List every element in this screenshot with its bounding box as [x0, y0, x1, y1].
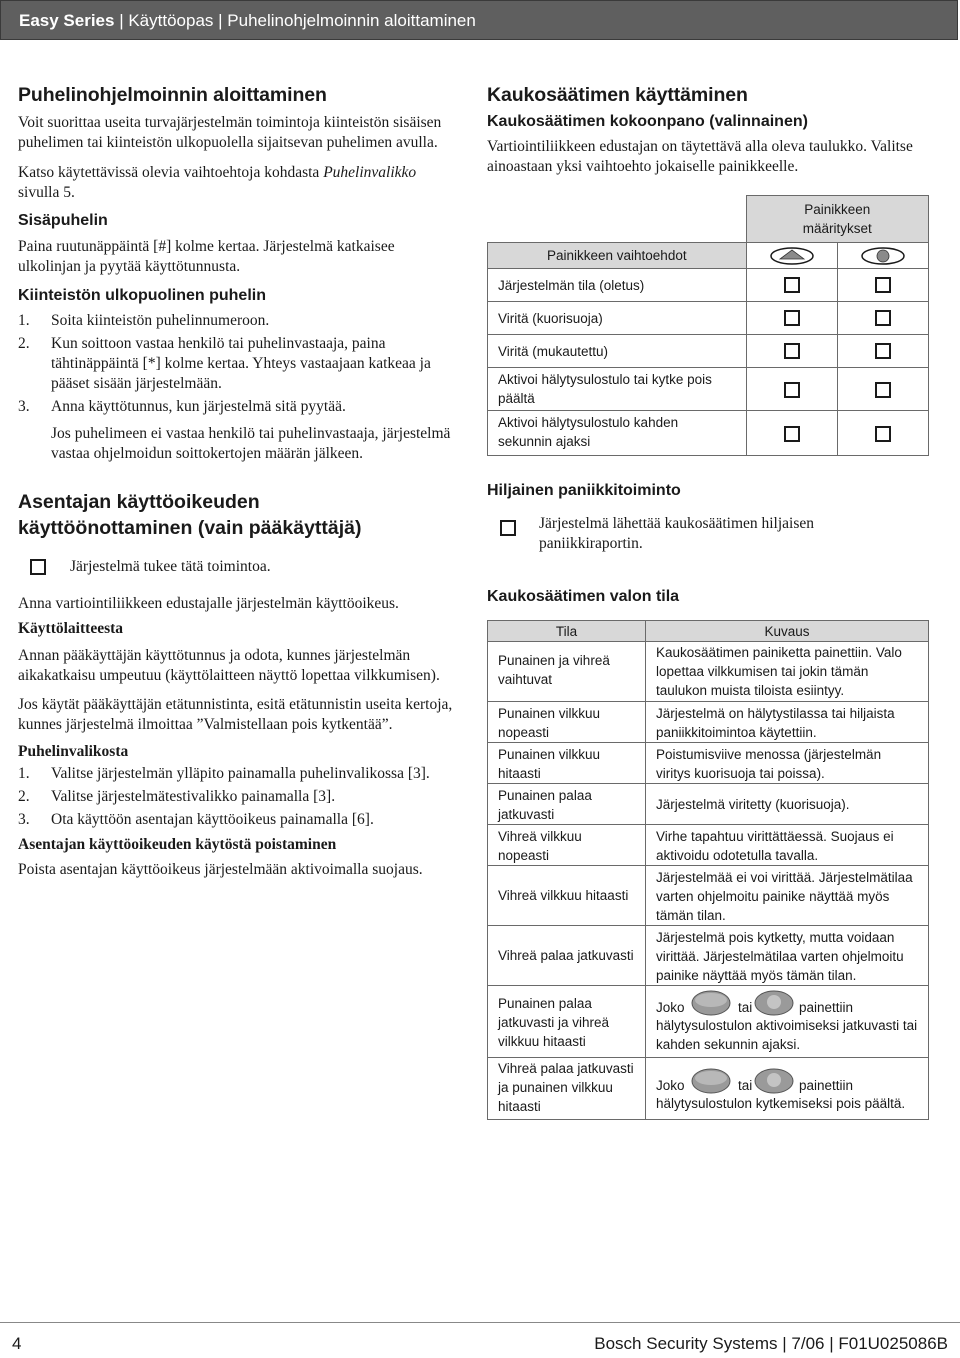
panic-row: [487, 514, 932, 558]
option-checkbox[interactable]: [875, 382, 891, 398]
state-cell: Punainen palaa jatkuvasti: [488, 784, 646, 825]
state-cell: Punainen palaa jatkuvasti ja vihreä vilkkuu hitaasti: [488, 986, 646, 1058]
step-number: 1.: [18, 765, 30, 782]
state-cell: Vihreä palaa jatkuvasti: [488, 926, 646, 986]
step-text: Anna käyttötunnus, kun järjestelmä sitä pyytää.: [51, 398, 346, 415]
option-checkbox[interactable]: [784, 277, 800, 293]
description-cell: Järjestelmä pois kytketty, mutta voidaan virittää. Järjestelmätilaa varten ohjelmoitu painike näyttää myös tämän tilan.: [646, 926, 929, 986]
outside-note: Jos puhelimeen ei vastaa henkilö tai puhelinvastaaja, järjestelmä vastaa ohjelmoidun soittokertojen määrän jälkeen.: [51, 425, 451, 462]
option-checkbox[interactable]: [784, 426, 800, 442]
step-number: 3.: [18, 811, 30, 828]
header-title: [19, 11, 476, 31]
option-cell: [746, 269, 837, 302]
option-label: Järjestelmän tila (oletus): [488, 269, 747, 302]
description-cell: [646, 1058, 929, 1120]
footer-divider: [0, 1322, 960, 1323]
supports-row: [18, 557, 458, 579]
outside-steps: [18, 311, 458, 417]
option-cell: [837, 302, 928, 335]
see-post: sivulla 5.: [18, 184, 75, 201]
see-link-phone-menu: Puhelinvalikko: [323, 164, 417, 181]
step-text: Soita kiinteistön puhelinnumeroon.: [51, 312, 270, 329]
state-cell: Punainen vilkkuu hitaasti: [488, 743, 646, 784]
state-cell: Vihreä palaa jatkuvasti ja punainen vilkkuu hitaasti: [488, 1058, 646, 1120]
heading-outside-phone: Kiinteistön ulkopuolinen puhelin: [18, 287, 266, 304]
supported-checkbox[interactable]: [30, 559, 46, 575]
option-label: Viritä (kuorisuoja): [488, 302, 747, 335]
option-cell: [746, 302, 837, 335]
light-status-table: [487, 620, 929, 1120]
header-section: Puhelinohjelmoinnin aloittaminen: [227, 11, 476, 30]
heading-silent-panic: Hiljainen paniikkitoiminto: [487, 482, 681, 500]
table-row: [488, 196, 929, 243]
header-bar: [0, 0, 958, 40]
header-button-options: Painikkeen vaihtoehdot: [488, 243, 747, 269]
table-row: [488, 784, 929, 825]
give-access-text: Anna vartiointiliikkeen edustajalle järjestelmän käyttöoikeus.: [18, 595, 399, 612]
description-cell: Poistumisviive menossa (järjestelmän viritys kuorisuoja tai poissa).: [646, 743, 929, 784]
heading-remote-config: Kaukosäätimen kokoonpano (valinnainen): [487, 113, 808, 130]
option-cell: [746, 411, 837, 456]
see-reference: [18, 163, 458, 203]
table-row: [488, 335, 929, 368]
heading-from-phone-menu: Puhelinvalikosta: [18, 743, 129, 760]
table-row: [488, 702, 929, 743]
header-button-assignments: Painikkeen määritykset: [746, 196, 928, 243]
arm-button-icon: [691, 990, 731, 1016]
arm-button-icon: [691, 1068, 731, 1094]
table-row: [488, 986, 929, 1058]
header-separator: |: [213, 11, 228, 30]
step-text: Ota käyttöön asentajan käyttöoikeus painamalla [6].: [51, 811, 374, 828]
header-state: Tila: [488, 621, 646, 642]
supports-text: Järjestelmä tukee tätä toimintoa.: [70, 558, 271, 575]
table-row: [488, 368, 929, 411]
table-row: [488, 825, 929, 866]
table-row: [488, 411, 929, 456]
option-cell: [837, 269, 928, 302]
description-cell: Virhe tapahtuu virittättäessä. Suojaus ei aktivoidu odotetulla tavalla.: [646, 825, 929, 866]
step-text: Kun soittoon vastaa henkilö tai puhelinvastaaja, paina tähtinäppäintä [*] kolme kertaa. Yhteys vastaajaan katkeaa ja pääset sisään järjestelmään.: [51, 335, 431, 392]
see-pre: Katso käytettävissä olevia vaihtoehtoja kohdasta: [18, 164, 324, 181]
option-label: Viritä (mukautettu): [488, 335, 747, 368]
table-row: [488, 269, 929, 302]
desc-or: tai: [738, 1078, 753, 1094]
description-cell: Järjestelmää ei voi virittää. Järjestelmätilaa varten ohjelmoitu painike näyttää myös tämän tilan.: [646, 866, 929, 926]
option-checkbox[interactable]: [784, 310, 800, 326]
page-number: 4: [12, 1334, 22, 1353]
header-button-2: [837, 243, 928, 269]
desc-pressed: painettiin: [799, 1000, 854, 1016]
option-label: Aktivoi hälytysulostulo tai kytke pois päältä: [488, 368, 747, 411]
disarm-button-icon: [861, 247, 905, 265]
option-cell: [837, 411, 928, 456]
state-cell: Vihreä vilkkuu nopeasti: [488, 825, 646, 866]
from-keypad-text: Annan pääkäyttäjän käyttötunnus ja odota, kunnes järjestelmän aikakatkaisu umpeutuu (käyttölaitteen näyttö lopettaa vilkkumisen).: [18, 647, 440, 684]
config-text: Vartiointiliikkeen edustajan on täytettävä alla oleva taulukko. Valitse ainoastaan yksi vaihtoehto jokaiselle painikkeelle.: [487, 138, 913, 175]
option-checkbox[interactable]: [875, 310, 891, 326]
description-text: hälytysulostulon aktivoimiseksi jatkuvasti tai kahden sekunnin ajaksi.: [656, 1018, 918, 1053]
desc-prefix: Joko: [656, 1078, 685, 1094]
list-item: [18, 397, 458, 417]
config-table: [487, 195, 929, 456]
desc-pressed: painettiin: [799, 1078, 854, 1094]
list-item: [18, 810, 458, 830]
option-cell: [837, 368, 928, 411]
step-text: Valitse järjestelmätestivalikko painamalla [3].: [51, 788, 336, 805]
disarm-button-icon: [754, 1068, 794, 1094]
section-title-remote: Kaukosäätimen käyttäminen: [487, 84, 748, 106]
state-cell: Punainen ja vihreä vaihtuvat: [488, 642, 646, 702]
phone-menu-steps: [18, 764, 458, 830]
heading-remove-installer: Asentajan käyttöoikeuden käytöstä poistaminen: [18, 836, 337, 853]
header-separator: |: [114, 11, 129, 30]
list-item: [18, 764, 458, 784]
section-title-phone-programming: Puhelinohjelmoinnin aloittaminen: [18, 84, 327, 106]
option-cell: [837, 335, 928, 368]
table-row: [488, 926, 929, 986]
panic-text: Järjestelmä lähettää kaukosäätimen hiljaisen paniikkiraportin.: [539, 515, 815, 553]
desc-prefix: Joko: [656, 1000, 685, 1016]
description-cell: Kaukosäätimen painiketta painettiin. Valo lopettaa vilkkumisen tai jokin tämän taulukon muista tiloista esiintyy.: [646, 642, 929, 702]
panic-checkbox[interactable]: [500, 520, 516, 536]
option-checkbox[interactable]: [875, 343, 891, 359]
footer-company: Bosch Security Systems | 7/06 | F01U025086B: [594, 1334, 948, 1353]
remove-installer-text: Poista asentajan käyttöoikeus järjestelmään aktivoimalla suojaus.: [18, 861, 423, 878]
description-text: hälytysulostulon kytkemiseksi pois päältä.: [656, 1096, 906, 1112]
state-cell: Punainen vilkkuu nopeasti: [488, 702, 646, 743]
description-buttons-line: [656, 1070, 918, 1094]
header-button-1: [746, 243, 837, 269]
table-row: [488, 302, 929, 335]
option-checkbox[interactable]: [875, 426, 891, 442]
left-column: [18, 84, 458, 880]
disarm-button-icon: [754, 990, 794, 1016]
description-cell: Järjestelmä viritetty (kuorisuoja).: [646, 784, 929, 825]
description-buttons-line: [656, 992, 918, 1016]
description-cell: [646, 986, 929, 1058]
option-checkbox[interactable]: [784, 343, 800, 359]
step-number: 2.: [18, 788, 30, 805]
heading-remote-light-status: Kaukosäätimen valon tila: [487, 588, 680, 606]
table-row: [488, 621, 929, 642]
table-row: [488, 743, 929, 784]
table-cell-empty: [488, 196, 747, 243]
option-cell: [746, 335, 837, 368]
desc-or: tai: [738, 1000, 753, 1016]
list-item: [18, 334, 458, 394]
header-description: Kuvaus: [646, 621, 929, 642]
header-series: Easy Series: [19, 11, 115, 30]
table-row: [488, 243, 929, 269]
option-label: Aktivoi hälytysulostulo kahden sekunnin ajaksi: [488, 411, 747, 456]
table-row: [488, 1058, 929, 1120]
option-cell: [746, 368, 837, 411]
arm-button-icon: [770, 247, 814, 265]
option-checkbox[interactable]: [784, 382, 800, 398]
table-row: [488, 642, 929, 702]
state-cell: Vihreä vilkkuu hitaasti: [488, 866, 646, 926]
list-item: [18, 311, 458, 331]
header-guide: Käyttöopas: [128, 11, 214, 30]
step-text: Valitse järjestelmän ylläpito painamalla puhelinvalikossa [3].: [51, 765, 430, 782]
right-column: [487, 84, 932, 1120]
description-cell: Järjestelmä on hälytystilassa tai hiljaista paniikkitoimintoa käytettiin.: [646, 702, 929, 743]
table-row: [488, 866, 929, 926]
list-item: [18, 787, 458, 807]
step-number: 2.: [18, 335, 30, 352]
heading-from-keypad: Käyttölaitteesta: [18, 620, 124, 637]
step-number: 3.: [18, 398, 30, 415]
section-title-installer-access: Asentajan käyttöoikeuden käyttöönottaminen (vain pääkäyttäjä): [18, 491, 362, 539]
option-checkbox[interactable]: [875, 277, 891, 293]
intro-paragraph: Voit suorittaa useita turvajärjestelmän toimintoja kiinteistön sisäisen puhelimen tai kiinteistön ulkopuolella sijaitsevan puhelimen avulla.: [18, 114, 442, 151]
inside-phone-text: Paina ruutunäppäintä [#] kolme kertaa. Järjestelmä katkaisee ulkolinjan ja pyytää käyttötunnusta.: [18, 238, 395, 275]
heading-inside-phone: Sisäpuhelin: [18, 212, 108, 229]
step-number: 1.: [18, 312, 30, 329]
remote-fob-text: Jos käytät pääkäyttäjän etätunnistinta, esitä etätunnistin useita kertoja, kunnes järjestelmä ilmoittaa ”Valmistellaan pois kytkentää”.: [18, 696, 453, 733]
